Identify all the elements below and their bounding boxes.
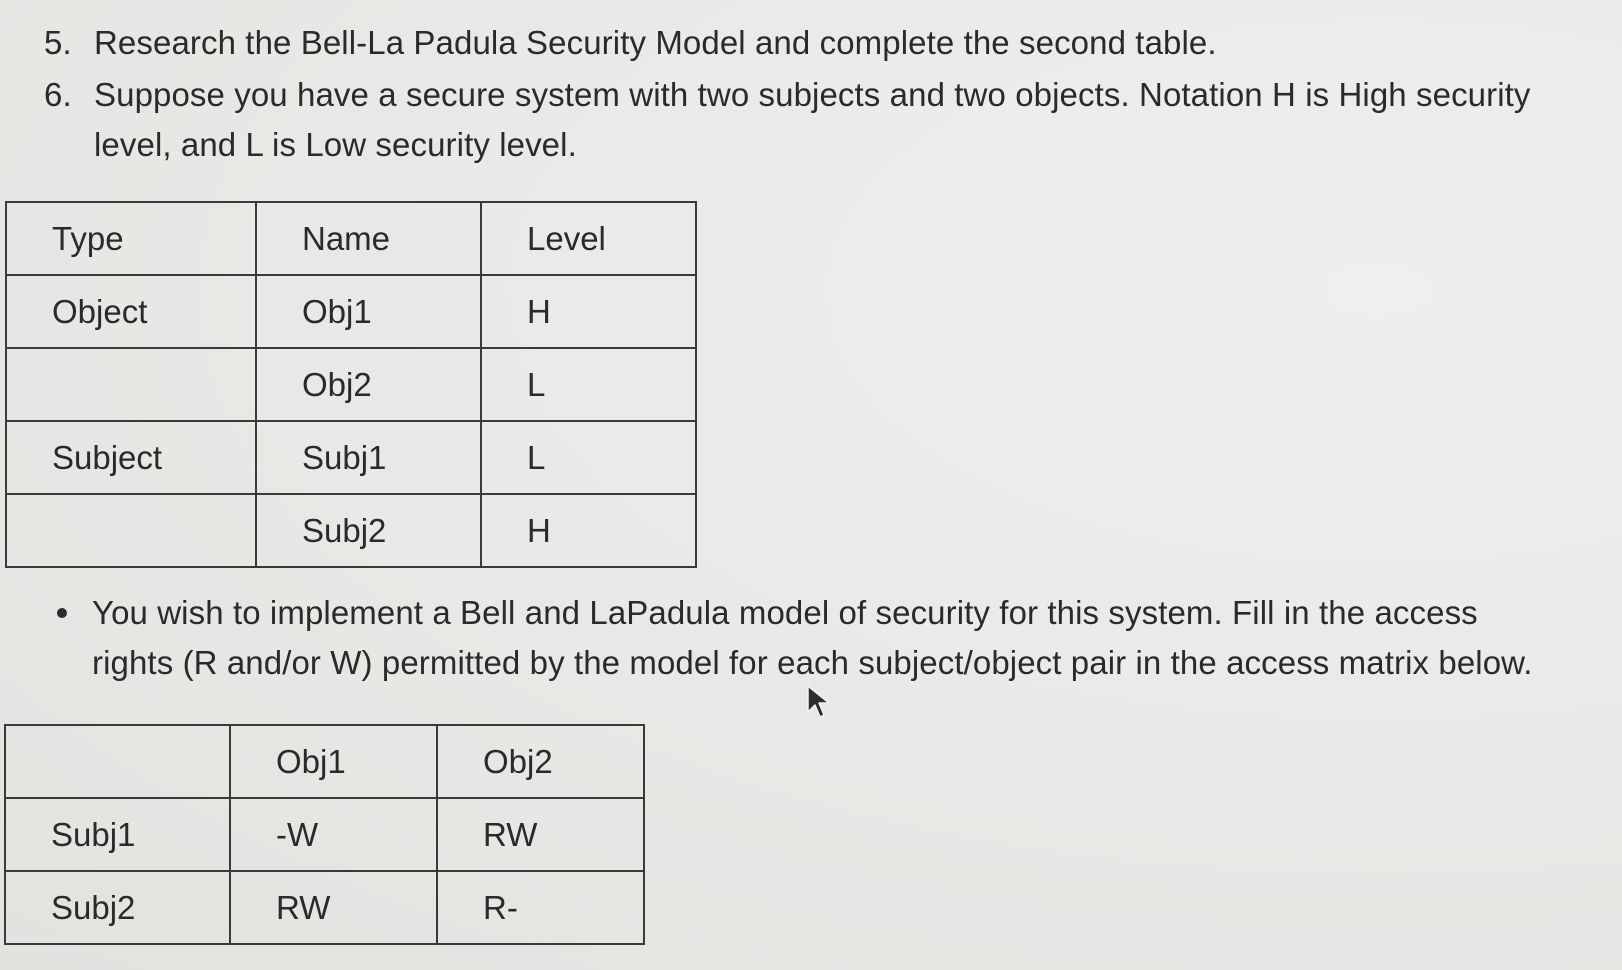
cell-name: Obj1 <box>256 275 481 348</box>
mouse-pointer-icon <box>806 684 834 720</box>
cell-name: Subj1 <box>256 421 481 494</box>
cell-level: H <box>481 275 696 348</box>
table-row <box>6 275 696 348</box>
instruction-line2: rights (R and/or W) permitted by the model for each subject/object pair in the access matrix below. <box>92 644 1533 681</box>
table-row <box>5 798 644 871</box>
header-name: Name <box>256 202 481 275</box>
security-levels-table <box>5 201 697 568</box>
cell-type <box>6 348 256 421</box>
matrix-rights-cell: RW <box>230 871 437 944</box>
cell-type: Subject <box>6 421 256 494</box>
header-type: Type <box>6 202 256 275</box>
matrix-header-obj1: Obj1 <box>230 725 437 798</box>
header-level: Level <box>481 202 696 275</box>
access-matrix-table <box>4 724 645 945</box>
matrix-subject-cell: Subj1 <box>5 798 230 871</box>
question-6-number: 6. <box>44 76 72 113</box>
question-5 <box>0 18 1622 68</box>
table-row <box>5 871 644 944</box>
table-row <box>6 421 696 494</box>
matrix-corner-cell <box>5 725 230 798</box>
instruction-bullet <box>0 588 1622 688</box>
question-5-text: Research the Bell-La Padula Security Model and complete the second table. <box>94 24 1217 61</box>
matrix-rights-cell: R- <box>437 871 644 944</box>
matrix-subject-cell: Subj2 <box>5 871 230 944</box>
cell-name: Obj2 <box>256 348 481 421</box>
matrix-rights-cell: -W <box>230 798 437 871</box>
cell-type: Object <box>6 275 256 348</box>
matrix-header-row <box>5 725 644 798</box>
instruction-line1: You wish to implement a Bell and LaPadula model of security for this system. Fill in the access <box>92 594 1478 631</box>
cell-level: L <box>481 421 696 494</box>
question-6-text-line1: Suppose you have a secure system with two subjects and two objects. Notation H is High security <box>94 76 1531 113</box>
question-5-number: 5. <box>44 24 72 61</box>
table-row <box>6 494 696 567</box>
cell-name: Subj2 <box>256 494 481 567</box>
bullet-icon <box>57 608 67 618</box>
matrix-header-obj2: Obj2 <box>437 725 644 798</box>
cell-level: L <box>481 348 696 421</box>
table-row <box>6 348 696 421</box>
matrix-rights-cell: RW <box>437 798 644 871</box>
question-6-text-line2: level, and L is Low security level. <box>94 126 577 163</box>
table-header-row <box>6 202 696 275</box>
cell-level: H <box>481 494 696 567</box>
cell-type <box>6 494 256 567</box>
question-6 <box>0 70 1622 170</box>
